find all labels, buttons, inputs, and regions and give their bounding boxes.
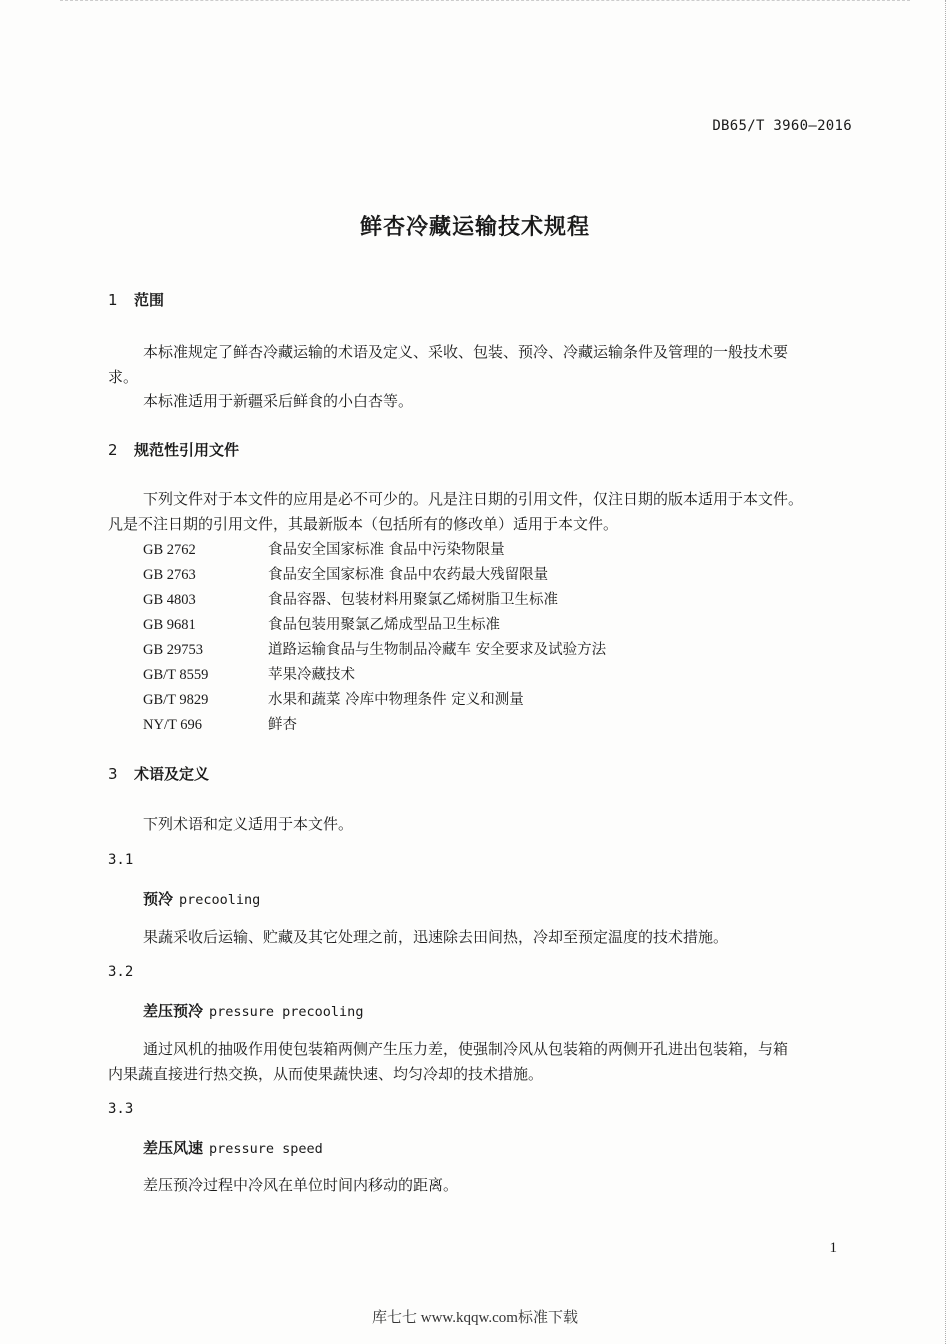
term-chinese: 预冷 <box>143 890 174 908</box>
term-english: precooling <box>179 892 261 908</box>
reference-row <box>143 638 606 663</box>
reference-row <box>143 688 606 713</box>
paragraph-line: 求。 <box>108 368 139 386</box>
paragraph-line: 通过风机的抽吸作用使包装箱两侧产生压力差，使强制冷风从包装箱的两侧开孔进出包装箱，与箱 <box>143 1040 789 1058</box>
term-heading <box>143 1000 363 1021</box>
term-definition: 差压预冷过程中冷风在单位时间内移动的距离。 <box>143 1176 459 1194</box>
reference-code: GB/T 8559 <box>143 667 209 683</box>
paragraph-line: 本标准规定了鲜杏冷藏运输的术语及定义、采收、包装、预冷、冷藏运输条件及管理的一般技术要 <box>143 343 789 361</box>
paragraph-line: 下列文件对于本文件的应用是必不可少的。凡是注日期的引用文件，仅注日期的版本适用于本文件。 <box>143 490 804 508</box>
term-english: pressure speed <box>209 1141 323 1157</box>
reference-code: GB 29753 <box>143 642 204 658</box>
reference-title: 道路运输食品与生物制品冷藏车 安全要求及试验方法 <box>268 642 607 658</box>
section-3-heading <box>108 763 209 784</box>
standard-code: DB65/T 3960—2016 <box>712 118 852 134</box>
paragraph-line: 内果蔬直接进行热交换，从而使果蔬快速、均匀冷却的技术措施。 <box>108 1065 544 1083</box>
section-number: 3 <box>108 765 118 783</box>
reference-code: GB 9681 <box>143 617 196 633</box>
section-1-heading <box>108 289 164 310</box>
section-1-paragraph-2: 本标准适用于新疆采后鲜食的小白杏等。 <box>143 392 414 410</box>
reference-row <box>143 538 606 563</box>
reference-code: GB 2762 <box>143 542 196 558</box>
clause-number: 3.1 <box>108 852 134 868</box>
reference-title: 食品安全国家标准 食品中污染物限量 <box>268 542 505 558</box>
section-2-heading <box>108 439 239 460</box>
reference-title: 水果和蔬菜 冷库中物理条件 定义和测量 <box>268 692 524 708</box>
reference-title: 食品包装用聚氯乙烯成型品卫生标准 <box>268 617 500 633</box>
scan-edge-right <box>942 0 946 1344</box>
reference-row <box>143 613 606 638</box>
term-chinese: 差压风速 <box>143 1139 204 1157</box>
term-english: pressure precooling <box>209 1004 364 1020</box>
clause-number: 3.3 <box>108 1101 134 1117</box>
reference-title: 苹果冷藏技术 <box>268 667 355 683</box>
reference-title: 鲜杏 <box>268 717 297 733</box>
reference-code: NY/T 696 <box>143 717 202 733</box>
term-heading <box>143 888 260 909</box>
reference-row <box>143 713 606 738</box>
page-number: 1 <box>829 1240 837 1256</box>
normative-references-list <box>143 538 606 738</box>
reference-title: 食品安全国家标准 食品中农药最大残留限量 <box>268 567 549 583</box>
reference-row <box>143 563 606 588</box>
section-1-paragraph-1 <box>108 340 854 390</box>
section-title: 范围 <box>134 291 165 309</box>
section-title: 术语及定义 <box>134 765 210 783</box>
reference-row <box>143 588 606 613</box>
term-chinese: 差压预冷 <box>143 1002 204 1020</box>
reference-code: GB/T 9829 <box>143 692 209 708</box>
footer-watermark: 库七七 www.kqqw.com标准下载 <box>372 1310 578 1326</box>
paragraph-line: 凡是不注日期的引用文件，其最新版本（包括所有的修改单）适用于本文件。 <box>108 515 619 533</box>
scan-edge-top <box>60 0 910 9</box>
term-heading <box>143 1137 323 1158</box>
section-2-intro <box>108 487 854 537</box>
section-3-intro: 下列术语和定义适用于本文件。 <box>143 815 354 833</box>
section-title: 规范性引用文件 <box>134 441 240 459</box>
reference-row <box>143 663 606 688</box>
term-definition <box>108 1037 854 1087</box>
document-title: 鲜杏冷藏运输技术规程 <box>359 215 590 240</box>
reference-code: GB 4803 <box>143 592 196 608</box>
clause-number: 3.2 <box>108 964 134 980</box>
term-definition: 果蔬采收后运输、贮藏及其它处理之前，迅速除去田间热，冷却至预定温度的技术措施。 <box>143 928 729 946</box>
reference-title: 食品容器、包装材料用聚氯乙烯树脂卫生标准 <box>268 592 558 608</box>
section-number: 2 <box>108 441 118 459</box>
reference-code: GB 2763 <box>143 567 196 583</box>
section-number: 1 <box>108 291 118 309</box>
